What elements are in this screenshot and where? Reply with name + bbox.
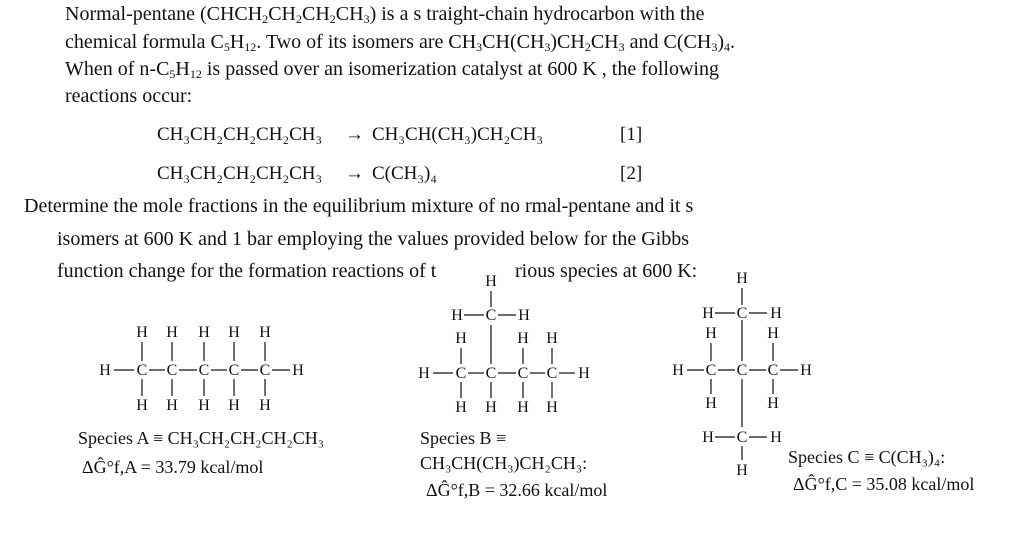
atom-c: C xyxy=(259,362,271,379)
atom-h: H xyxy=(517,399,529,416)
paragraph2-line3b: rious species at 600 K: xyxy=(515,260,698,282)
atom-h: H xyxy=(736,462,748,479)
atom-h: H xyxy=(455,399,467,416)
atom-c: C xyxy=(767,362,779,379)
species-b-label: Species B ≡ xyxy=(420,428,507,448)
atom-h: H xyxy=(705,325,717,342)
atom-h: H xyxy=(736,270,748,287)
atom-h: H xyxy=(259,324,271,341)
paragraph1-line3: When of $n-C_5H_{12}$ is passed over an isomerization catalyst at 600 K , the following xyxy=(65,58,719,81)
reaction-1-number: [1] xyxy=(620,124,643,145)
species-b-gibbs: ΔĜ°f,B = 32.66 kcal/mol xyxy=(426,480,608,500)
atom-h: H xyxy=(578,365,590,382)
reaction-1-product: CH₃CH(CH₃)CH₂CH₃ xyxy=(372,124,544,145)
atom-c: C xyxy=(485,365,497,382)
atom-h: H xyxy=(259,397,271,414)
species-c-label: Species C ≡ C(CH₃)₄: xyxy=(788,447,946,467)
atom-c: C xyxy=(136,362,148,379)
paragraph1-line2: chemical formula $C_5H_{12}$. Two of its isomers are $CH_3CH(CH_3)CH_2CH_3$ and $C(CH_3)_4$. xyxy=(65,31,735,54)
atom-c: C xyxy=(517,365,529,382)
paragraph1-line4: reactions occur: xyxy=(65,85,193,107)
atom-c: C xyxy=(736,362,748,379)
atom-c: C xyxy=(705,362,717,379)
species-a-gibbs: ΔĜ°f,A = 33.79 kcal/mol xyxy=(82,457,264,477)
paragraph1-line1: Normal-pentane $(CHCH_2CH_2CH_2CH_3)$ is a s traight-chain hydrocarbon with the xyxy=(65,3,705,26)
atom-h: H xyxy=(198,324,210,341)
atom-h: H xyxy=(705,395,717,412)
atom-h: H xyxy=(800,362,812,379)
atom-h: H xyxy=(166,324,178,341)
atom-h: H xyxy=(166,397,178,414)
atom-c: C xyxy=(166,362,178,379)
atom-h: H xyxy=(518,307,530,324)
atom-h: H xyxy=(418,365,430,382)
atom-c: C xyxy=(455,365,467,382)
atom-h: H xyxy=(228,324,240,341)
paragraph2-line3a: function change for the formation reactions of t xyxy=(57,260,437,282)
atom-h: H xyxy=(546,399,558,416)
paragraph2-line2: isomers at 600 K and 1 bar employing the values provided below for the Gibbs xyxy=(57,228,690,250)
species-c-gibbs: ΔĜ°f,C = 35.08 kcal/mol xyxy=(793,474,975,494)
atom-h: H xyxy=(767,395,779,412)
atom-h: H xyxy=(702,429,714,446)
atom-h: H xyxy=(672,362,684,379)
atom-h: H xyxy=(136,324,148,341)
reaction-2-arrow: → xyxy=(345,163,364,184)
atom-h: H xyxy=(702,305,714,322)
atom-h: H xyxy=(485,273,497,290)
atom-h: H xyxy=(228,397,240,414)
reaction-2-reactant: CH₃CH₂CH₂CH₂CH₃ xyxy=(157,163,323,184)
atom-h: H xyxy=(451,307,463,324)
reaction-1-arrow: → xyxy=(345,124,364,145)
atom-h: H xyxy=(455,330,467,347)
species-b-formula: CH₃CH(CH₃)CH₂CH₃: xyxy=(420,453,588,473)
atom-c: C xyxy=(485,307,497,324)
reaction-2-product: C(CH₃)₄ xyxy=(372,163,437,184)
atom-c: C xyxy=(736,305,748,322)
atom-c: C xyxy=(198,362,210,379)
atom-c: C xyxy=(546,365,558,382)
atom-h: H xyxy=(517,330,529,347)
atom-h: H xyxy=(485,399,497,416)
atom-h: H xyxy=(770,305,782,322)
reaction-1-reactant: CH₃CH₂CH₂CH₂CH₃ xyxy=(157,124,323,145)
reaction-2-number: [2] xyxy=(620,163,643,184)
atom-c: C xyxy=(228,362,240,379)
atom-h: H xyxy=(770,429,782,446)
atom-h: H xyxy=(136,397,148,414)
atom-h: H xyxy=(99,362,111,379)
atom-c: C xyxy=(736,429,748,446)
atom-h: H xyxy=(292,362,304,379)
atom-h: H xyxy=(198,397,210,414)
species-a-label: Species A ≡ CH₃CH₂CH₂CH₂CH₃ xyxy=(78,428,325,448)
atom-h: H xyxy=(546,330,558,347)
paragraph2-line1: Determine the mole fractions in the equilibrium mixture of no rmal-pentane and it s xyxy=(24,195,694,217)
atom-h: H xyxy=(767,325,779,342)
